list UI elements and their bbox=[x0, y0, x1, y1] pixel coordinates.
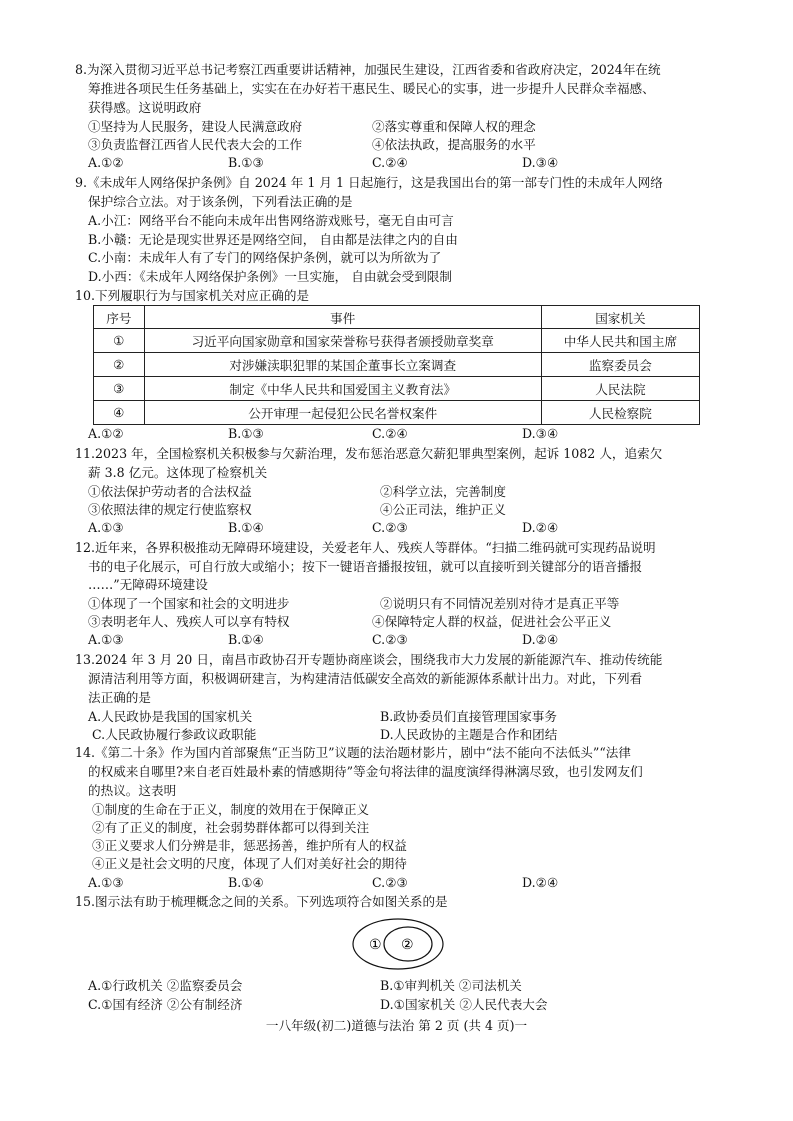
q8-statement-4: ④依法执政，提高服务的水平 bbox=[372, 137, 536, 152]
table-header-row bbox=[94, 306, 700, 329]
outer-ellipse bbox=[353, 919, 443, 969]
q12-option-d[interactable]: D.②④ bbox=[522, 632, 559, 647]
table-cell-index: ③ bbox=[94, 377, 145, 401]
q12-stem-line-3: ……”无障碍环境建设 bbox=[88, 577, 208, 592]
q11-statement-2: ②科学立法，完善制度 bbox=[380, 484, 506, 499]
q12-statement-3: ③表明老年人、残疾人可以享有特权 bbox=[88, 614, 290, 629]
q13-option-c[interactable]: C.人民政协履行参政议政职能 bbox=[92, 727, 257, 742]
table-cell-organ: 人民检察院 bbox=[541, 401, 699, 425]
q15-option-c[interactable]: C.①国有经济 ②公有制经济 bbox=[88, 997, 243, 1012]
q11-option-a[interactable]: A.①③ bbox=[88, 520, 124, 535]
q8-option-c[interactable]: C.②④ bbox=[372, 155, 408, 170]
q9-stem-line-1: 9.《未成年人网络保护条例》自 2024 年 1 月 1 日起施行，这是我国出台的第一部专门性的未成年人网络 bbox=[75, 175, 663, 190]
table-cell-index: ② bbox=[94, 353, 145, 377]
table-cell-event: 对涉嫌渎职犯罪的某国企董事长立案调查 bbox=[144, 353, 541, 377]
table-cell-index: ① bbox=[94, 329, 145, 353]
q13-stem-line-2: 源清洁利用等方面，积极调研建言，为构建清洁低碳安全高效的新能源体系献计出力。对此，下列看 bbox=[88, 671, 643, 686]
q12-statement-4: ④保障特定人群的权益，促进社会公平正义 bbox=[372, 614, 612, 629]
q13-option-b[interactable]: B.政协委员们直接管理国家事务 bbox=[380, 709, 557, 724]
q13-stem-line-3: 法正确的是 bbox=[88, 690, 151, 705]
table-cell-index: ④ bbox=[94, 401, 145, 425]
q15-nested-ellipse-diagram bbox=[350, 916, 446, 972]
q8-option-b[interactable]: B.①③ bbox=[228, 155, 264, 170]
q15-option-a[interactable]: A.①行政机关 ②监察委员会 bbox=[88, 978, 243, 993]
q15-option-d[interactable]: D.①国家机关 ②人民代表大会 bbox=[380, 997, 548, 1012]
q10-stem: 10.下列履职行为与国家机关对应正确的是 bbox=[75, 288, 310, 303]
q14-option-c[interactable]: C.②③ bbox=[372, 875, 408, 890]
q11-stem-line-1: 11.2023 年，全国检察机关积极参与欠薪治理，发布惩治恶意欠薪犯罪典型案例，起诉 1082 人，追索欠 bbox=[75, 446, 663, 461]
q9-option-d[interactable]: D.小西：《未成年人网络保护条例》一旦实施， 自由就会受到限制 bbox=[88, 269, 452, 284]
q14-stem-line-3: 的热议。这表明 bbox=[88, 783, 177, 798]
q10-table bbox=[93, 305, 700, 425]
q13-option-d[interactable]: D.人民政协的主题是合作和团结 bbox=[380, 727, 558, 742]
table-row bbox=[94, 377, 700, 401]
page-footer: 一八年级(初二)道德与法治 第 2 页 (共 4 页)一 bbox=[265, 1018, 528, 1033]
q12-option-c[interactable]: C.②③ bbox=[372, 632, 408, 647]
q15-option-b[interactable]: B.①审判机关 ②司法机关 bbox=[380, 978, 522, 993]
q8-statement-3: ③负责监督江西省人民代表大会的工作 bbox=[88, 137, 303, 152]
q8-stem-line-1: 8.为深入贯彻习近平总书记考察江西重要讲话精神，加强民生建设，江西省委和省政府决定，2024年在统 bbox=[75, 62, 661, 77]
col-header-organ: 国家机关 bbox=[541, 306, 699, 329]
q14-statement-1: ①制度的生命在于正义，制度的效用在于保障正义 bbox=[92, 802, 370, 817]
q14-statement-4: ④正义是社会文明的尺度，体现了人们对美好社会的期待 bbox=[92, 856, 407, 871]
q15-stem: 15.图示法有助于梳理概念之间的关系。下列选项符合如图关系的是 bbox=[75, 894, 448, 909]
q11-option-d[interactable]: D.②④ bbox=[522, 520, 559, 535]
q10-option-d[interactable]: D.③④ bbox=[522, 426, 559, 441]
table-row bbox=[94, 401, 700, 425]
table-cell-organ: 监察委员会 bbox=[541, 353, 699, 377]
q14-option-b[interactable]: B.①④ bbox=[228, 875, 264, 890]
table-cell-event: 制定《中华人民共和国爱国主义教育法》 bbox=[144, 377, 541, 401]
q9-stem-line-2: 保护综合立法。对于该条例，下列看法正确的是 bbox=[88, 194, 353, 209]
q11-stem-line-2: 薪 3.8 亿元。这体现了检察机关 bbox=[88, 465, 268, 480]
q10-option-a[interactable]: A.①② bbox=[88, 426, 124, 441]
table-cell-organ: 中华人民共和国主席 bbox=[541, 329, 699, 353]
outer-label: ① bbox=[369, 937, 382, 953]
inner-label: ② bbox=[401, 937, 414, 953]
q9-option-a[interactable]: A.小江：网络平台不能向未成年出售网络游戏账号，毫无自由可言 bbox=[88, 213, 454, 228]
q11-statement-4: ④公正司法，维护正义 bbox=[380, 502, 506, 517]
table-cell-event: 习近平向国家勋章和国家荣誉称号获得者颁授勋章奖章 bbox=[144, 329, 541, 353]
q13-stem-line-1: 13.2024 年 3 月 20 日，南昌市政协召开专题协商座谈会，围绕我市大力发展的新能源汽车、推动传统能 bbox=[75, 652, 663, 667]
q9-option-c[interactable]: C.小南：未成年人有了专门的网络保护条例，就可以为所欲为了 bbox=[88, 250, 442, 265]
q11-option-b[interactable]: B.①④ bbox=[228, 520, 264, 535]
q14-stem-line-2: 的权威来自哪里?来自老百姓最朴素的情感期待”等金句将法律的温度演绎得淋漓尽致，也引发网友们 bbox=[88, 764, 643, 779]
q11-option-c[interactable]: C.②③ bbox=[372, 520, 408, 535]
q14-statement-2: ②有了正义的制度，社会弱势群体都可以得到关注 bbox=[92, 820, 370, 835]
q8-option-d[interactable]: D.③④ bbox=[522, 155, 559, 170]
q11-statement-3: ③依照法律的规定行使监察权 bbox=[88, 502, 252, 517]
q14-option-d[interactable]: D.②④ bbox=[522, 875, 559, 890]
q12-statement-1: ①体现了一个国家和社会的文明进步 bbox=[88, 596, 290, 611]
q8-stem-line-2: 筹推进各项民生任务基础上，实实在在办好若干惠民生、暖民心的实事，进一步提升人民群众幸福感、 bbox=[88, 81, 655, 96]
col-header-event: 事件 bbox=[144, 306, 541, 329]
q10-option-c[interactable]: C.②④ bbox=[372, 426, 408, 441]
table-cell-organ: 人民法院 bbox=[541, 377, 699, 401]
q10-option-b[interactable]: B.①③ bbox=[228, 426, 264, 441]
q12-stem-line-2: 书的电子化展示，可自行放大或缩小；按下一键语音播报按钮，就可以直接听到关键部分的语音播报 bbox=[88, 559, 643, 574]
q11-statement-1: ①依法保护劳动者的合法权益 bbox=[88, 484, 252, 499]
table-row bbox=[94, 329, 700, 353]
q14-statement-3: ③正义要求人们分辨是非，惩恶扬善，维护所有人的权益 bbox=[92, 838, 407, 853]
q9-option-b[interactable]: B.小赣：无论是现实世界还是网络空间， 自由都是法律之内的自由 bbox=[88, 232, 458, 247]
q12-stem-line-1: 12.近年来，各界积极推动无障碍环境建设，关爱老年人、残疾人等群体。“扫描二维码就可实现药品说明 bbox=[75, 540, 656, 555]
q13-option-a[interactable]: A.人民政协是我国的国家机关 bbox=[88, 709, 253, 724]
q12-statement-2: ②说明只有不同情况差别对待才是真正平等 bbox=[380, 596, 620, 611]
q8-stem-line-3: 获得感。这说明政府 bbox=[88, 100, 202, 115]
q12-option-b[interactable]: B.①④ bbox=[228, 632, 264, 647]
table-cell-event: 公开审理一起侵犯公民名誉权案件 bbox=[144, 401, 541, 425]
table-row bbox=[94, 353, 700, 377]
q14-stem-line-1: 14.《第二十条》作为国内首部聚焦“正当防卫”议题的法治题材影片，剧中“法不能向不法低头”“法律 bbox=[75, 745, 631, 760]
q8-statement-2: ②落实尊重和保障人权的理念 bbox=[372, 119, 536, 134]
q8-statement-1: ①坚持为人民服务，建设人民满意政府 bbox=[88, 119, 303, 134]
q14-option-a[interactable]: A.①③ bbox=[88, 875, 124, 890]
q12-option-a[interactable]: A.①③ bbox=[88, 632, 124, 647]
col-header-index: 序号 bbox=[94, 306, 145, 329]
q8-option-a[interactable]: A.①② bbox=[88, 155, 124, 170]
